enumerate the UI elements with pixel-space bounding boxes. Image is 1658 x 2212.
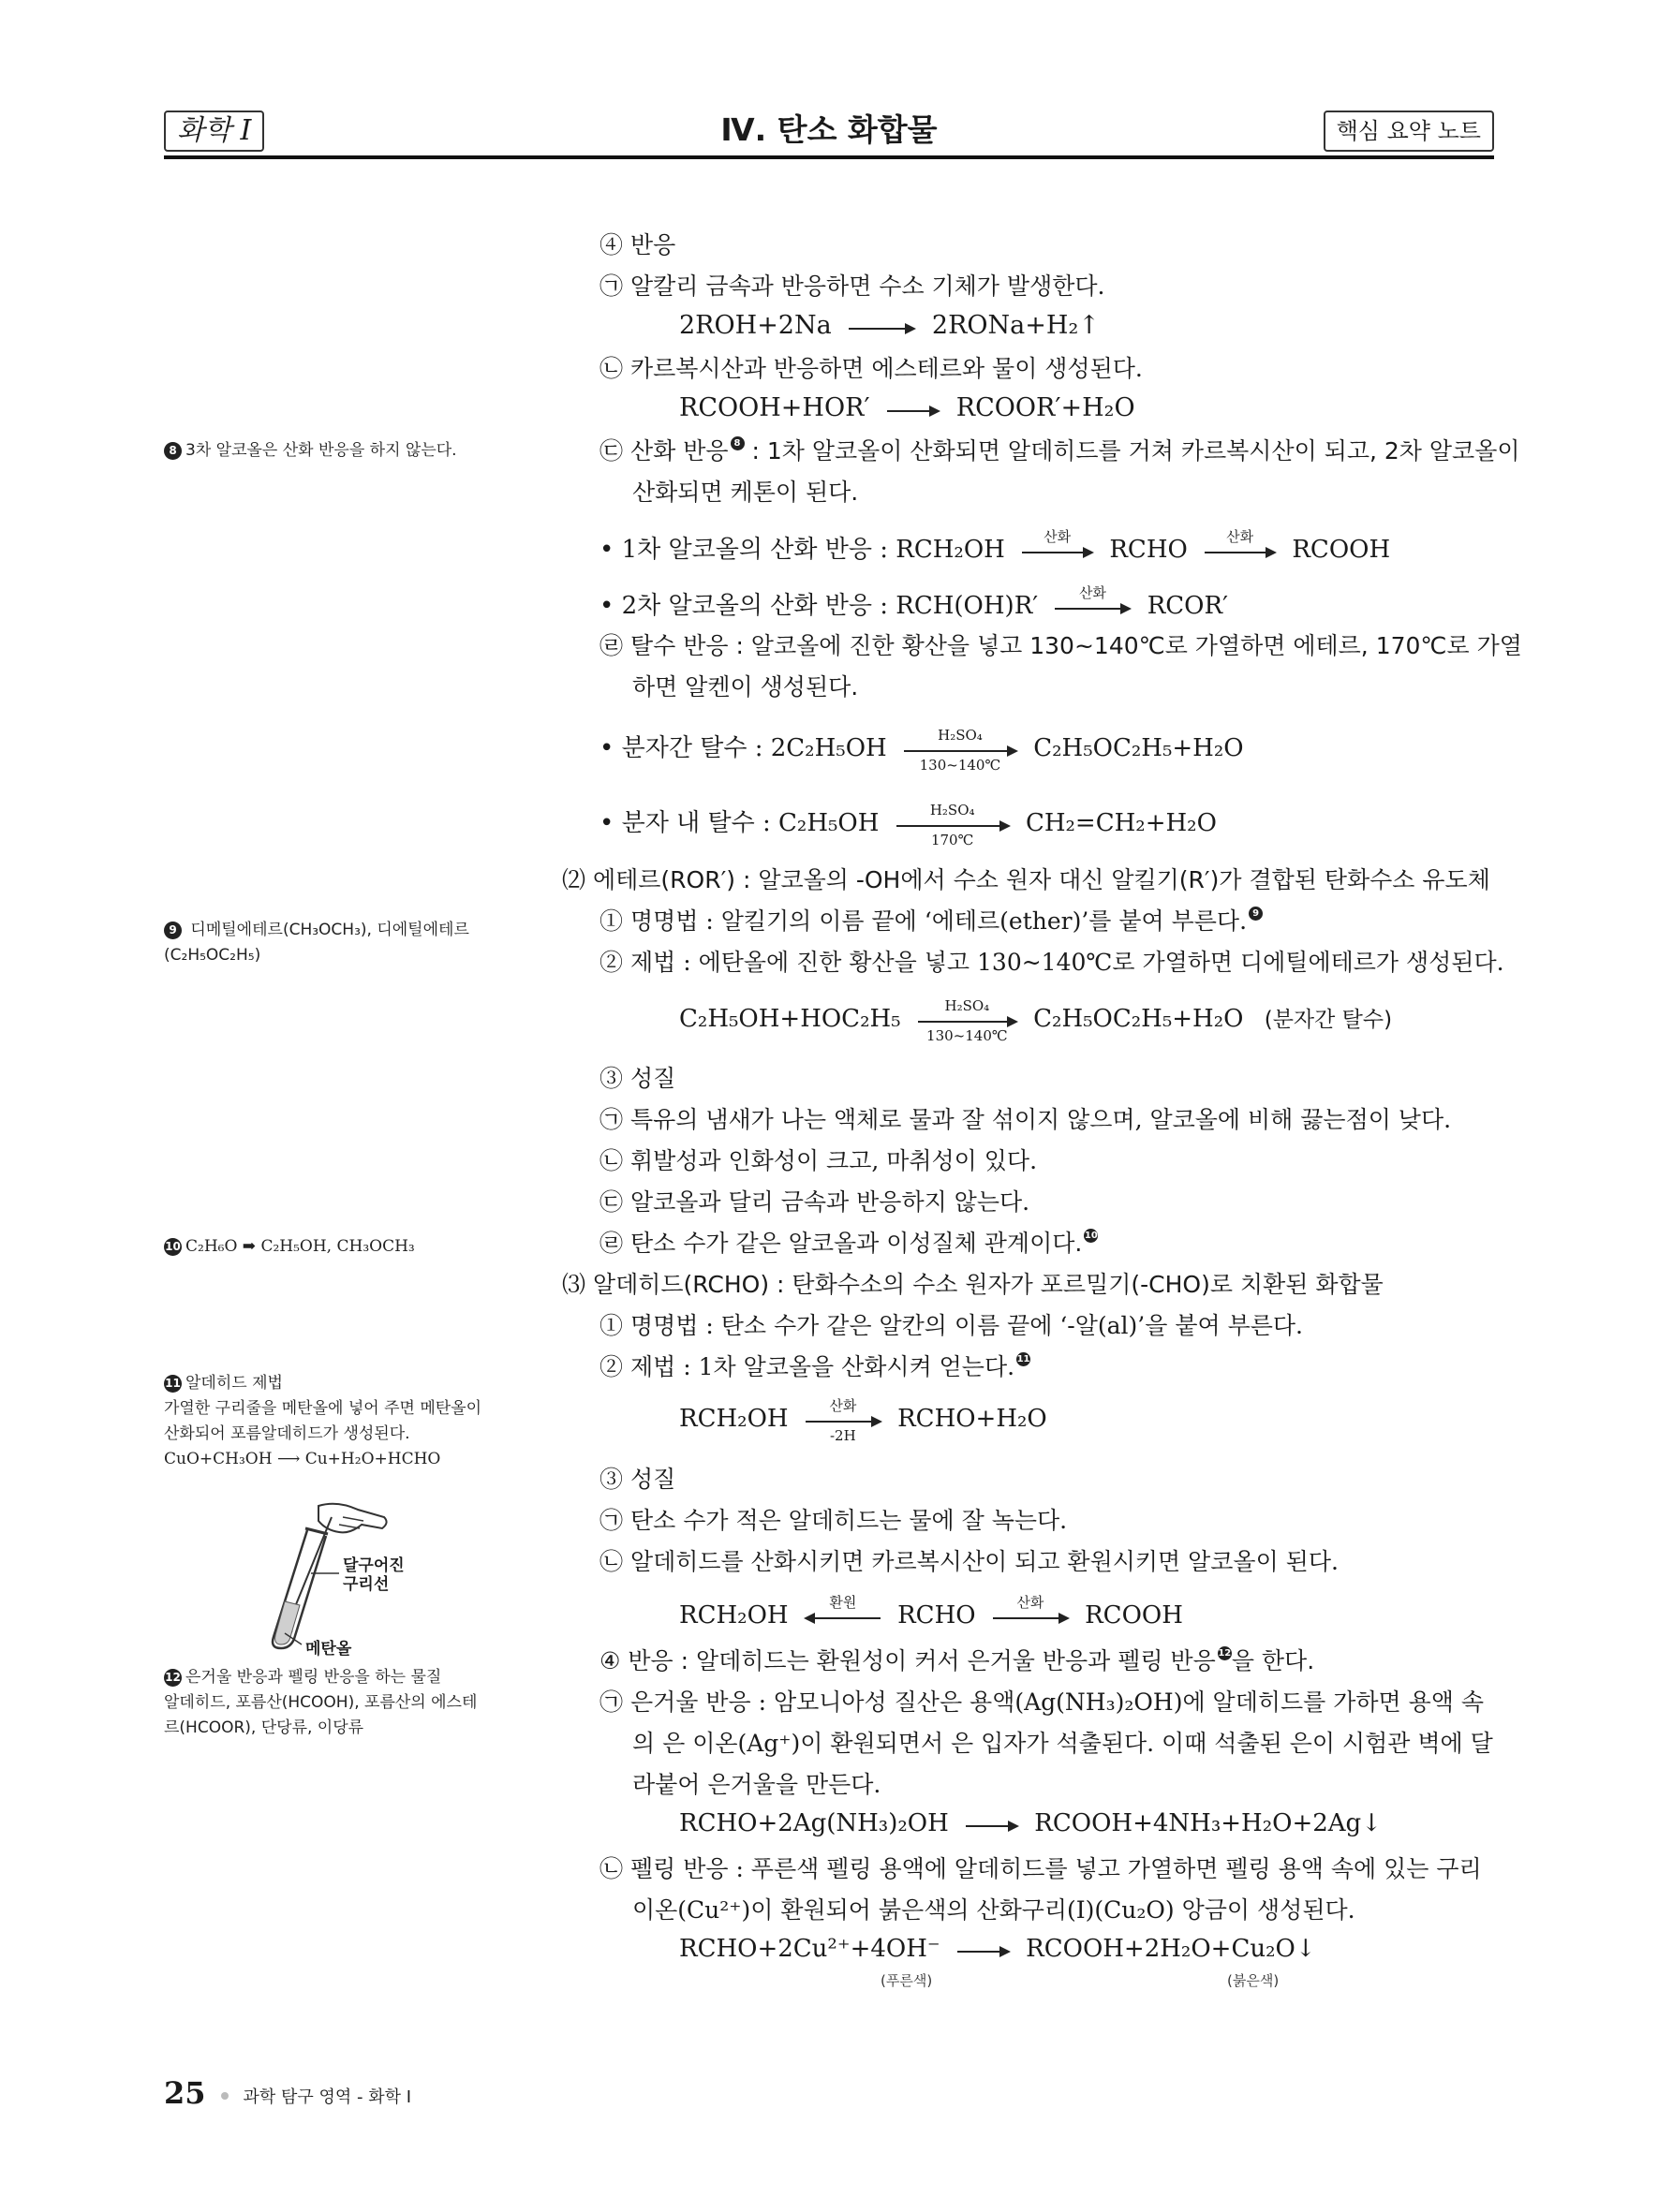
margin-note-9	[164, 918, 511, 968]
equation-left: RCH₂OH	[679, 1601, 789, 1630]
body-line: ㉠ 알칼리 금속과 반응하면 수소 기체가 발생한다.	[600, 273, 1105, 300]
page-footer	[164, 2075, 411, 2111]
equation-right: C₂H₅OC₂H₅+H₂O	[1033, 1005, 1244, 1033]
equation-mid: RCHO	[897, 1601, 976, 1630]
footer-text: 과학 탐구 영역 - 화학 Ⅰ	[243, 2087, 412, 2107]
body-line: 라붙어 은거울을 만든다.	[632, 1771, 881, 1798]
body-line: 산화되면 케톤이 된다.	[632, 479, 859, 506]
body-line: ㉣ 탈수 반응 : 알코올에 진한 황산을 넣고 130~140℃로 가열하면 에테르, 170℃로 가열	[600, 632, 1522, 659]
body-line: ㉡ 펠링 반응 : 푸른색 펠링 용액에 알데히드를 넣고 가열하면 펠링 용액 속에 있는 구리	[600, 1855, 1482, 1882]
note-number-badge: 12	[164, 1669, 182, 1687]
reaction-arrow	[957, 1949, 1009, 1951]
reaction-arrow: 산화	[1022, 550, 1092, 552]
equation-right: RCOOH+2H₂O+Cu₂O↓	[1026, 1935, 1316, 1963]
body-line: ㉢ 산화 반응 8 : 1차 알코올이 산화되면 알데히드를 거쳐 카르복시산이 되고, 2차 알코올이	[600, 437, 1520, 465]
equation-left: 2ROH+2Na	[679, 311, 832, 340]
reaction-arrow: 산화 -2H	[806, 1419, 881, 1421]
figure-label-methanol: 메탄올	[305, 1640, 352, 1659]
subject-label: 화학 Ⅰ	[164, 111, 264, 152]
page-number: 25	[164, 2075, 206, 2111]
equation-right: RCHO+H₂O	[897, 1405, 1047, 1433]
equation-right: C₂H₅OC₂H₅+H₂O	[1033, 734, 1244, 762]
footer-dot	[221, 2092, 229, 2100]
bullet-label: • 분자간 탈수 : 2C₂H₅OH	[600, 734, 887, 762]
item-heading: ③ 성질	[600, 1065, 676, 1092]
bullet-equation	[600, 513, 1499, 571]
reaction-arrow	[849, 326, 914, 328]
equation-right: RCOOR′+H₂O	[955, 393, 1135, 422]
bullet-label: • 1차 알코올의 산화 반응 : RCH₂OH	[600, 536, 1005, 564]
bullet-equation	[600, 571, 1499, 626]
equation-right: RCOOH	[1292, 536, 1391, 564]
body-line: 하면 알켄이 생성된다.	[632, 673, 859, 700]
body-line: 의 은 이온(Ag⁺)이 환원되면서 은 입자가 석출된다. 이때 석출된 은이 시험관 벽에 달	[632, 1730, 1493, 1757]
bullet-label: • 2차 알코올의 산화 반응 : RCH(OH)R′	[600, 592, 1039, 620]
note-number-badge: 11	[164, 1375, 182, 1393]
item-heading: ③ 성질	[600, 1466, 676, 1493]
bullet-label: • 분자 내 탈수 : C₂H₅OH	[600, 809, 880, 837]
body-line: ㉢ 알코올과 달리 금속과 반응하지 않는다.	[600, 1188, 1030, 1216]
reaction-arrow: 산화	[1055, 606, 1130, 608]
body-line: ㉡ 휘발성과 인화성이 크고, 마취성이 있다.	[600, 1147, 1038, 1174]
reaction-arrow: 환원	[806, 1615, 881, 1617]
note-type-label: 핵심 요약 노트	[1324, 111, 1494, 152]
body-line: ① 명명법 : 탄소 수가 같은 알칸의 이름 끝에 ‘-알(al)’을 붙여 부른다.	[600, 1312, 1303, 1339]
body-line: ② 제법 : 에탄올에 진한 황산을 넣고 130~140℃로 가열하면 디에틸에테르가 생성된다.	[600, 949, 1504, 976]
header-divider	[164, 155, 1494, 159]
equation-left: C₂H₅OH+HOC₂H₅	[679, 1005, 901, 1033]
footnote-marker: 8	[731, 436, 745, 450]
body-line: ㉣ 탄소 수가 같은 알코올과 이성질체 관계이다. 10	[600, 1230, 1098, 1257]
note-number-badge: 10	[164, 1238, 182, 1256]
reaction-arrow: 산화	[1205, 550, 1275, 552]
note-number-badge: 8	[164, 442, 182, 460]
bullet-equation	[600, 708, 1499, 787]
chapter-title: Ⅳ. 탄소 화합물	[720, 111, 938, 148]
note-text: 산화되어 포름알데히드가 생성된다.	[164, 1424, 410, 1443]
body-line: ④ 반응 : 알데히드는 환원성이 커서 은거울 반응과 펠링 반응 12을 한다.	[600, 1647, 1315, 1674]
body-line: ㉠ 탄소 수가 적은 알데히드는 물에 잘 녹는다.	[600, 1507, 1068, 1534]
bullet-equation	[600, 787, 1499, 860]
equation-line	[679, 1806, 1499, 1849]
equation-mid: RCHO	[1109, 536, 1188, 564]
equation-right: RCOOH+4NH₃+H₂O+2Ag↓	[1034, 1809, 1382, 1837]
footnote-marker: 11	[1016, 1354, 1030, 1364]
reaction-arrow: $\frac{\text{H₂SO₄}}{130\sim 140℃}$	[904, 748, 1016, 750]
body-line: ② 제법 : 1차 알코올을 산화시켜 얻는다. 11	[600, 1353, 1030, 1380]
equation-line	[679, 1583, 1499, 1641]
body-line: 이온(Cu²⁺)이 환원되어 붉은색의 산화구리(Ⅰ)(Cu₂O) 앙금이 생성된다.	[632, 1896, 1355, 1924]
reaction-arrow	[966, 1823, 1017, 1825]
equation-line	[679, 1931, 1499, 1997]
note-text: (C₂H₅OC₂H₅)	[164, 946, 261, 965]
note-text: C₂H₆O ➡ C₂H₅OH, CH₃OCH₃	[185, 1237, 415, 1256]
footnote-marker: 12	[1218, 1648, 1232, 1659]
body-line: ㉠ 특유의 냄새가 나는 액체로 물과 잘 섞이지 않으며, 알코올에 비해 끓는점이 낮다.	[600, 1106, 1452, 1133]
reaction-arrow: 산화	[993, 1615, 1068, 1617]
margin-note-12	[164, 1665, 511, 1741]
margin-note-11	[164, 1371, 511, 1472]
note-text: 3차 알코올은 산화 반응을 하지 않는다.	[185, 441, 457, 460]
margin-note-10	[164, 1234, 511, 1260]
body-line: ㉡ 알데히드를 산화시키면 카르복시산이 되고 환원시키면 알코올이 된다.	[600, 1548, 1339, 1575]
equation-left: RCH₂OH	[679, 1405, 789, 1433]
note-equation: CuO+CH₃OH ⟶ Cu+H₂O+HCHO	[164, 1450, 441, 1468]
footnote-marker: 9	[1249, 907, 1263, 921]
margin-note-8	[164, 438, 511, 464]
equation-right: RCOOH	[1085, 1601, 1183, 1630]
body-line: ㉡ 카르복시산과 반응하면 에스테르와 물이 생성된다.	[600, 355, 1143, 382]
reaction-arrow: $\frac{\text{H₂SO₄}}{170℃}$	[896, 823, 1009, 825]
body-line: ㉠ 은거울 반응 : 암모니아성 질산은 용액(Ag(NH₃)₂OH)에 알데히드를 가하면 용액 속	[600, 1688, 1485, 1716]
color-label-red: (붉은색)	[1227, 1972, 1280, 1989]
note-title: 은거울 반응과 펠링 반응을 하는 물질	[185, 1668, 442, 1687]
body-line: ① 명명법 : 알킬기의 이름 끝에 ‘에테르(ether)’를 붙여 부른다. 9	[600, 901, 1499, 942]
equation-note: (분자간 탈수)	[1264, 1008, 1393, 1032]
color-label-blue: (푸른색)	[881, 1972, 933, 1989]
reaction-arrow: $\frac{\text{H₂SO₄}}{130\sim 140℃}$	[918, 1019, 1016, 1021]
reaction-arrow	[887, 408, 939, 410]
note-text: 가열한 구리줄을 메탄올에 넣어 주면 메탄올이	[164, 1399, 482, 1418]
note-text: 르(HCOOR), 단당류, 이당류	[164, 1718, 364, 1737]
note-text: 알데히드, 포름산(HCOOH), 포름산의 에스테	[164, 1693, 478, 1712]
equation-line	[679, 1388, 1499, 1459]
item-heading: ④ 반응	[600, 231, 676, 258]
equation-left: RCHO+2Cu²⁺+4OH⁻	[679, 1935, 940, 1963]
page-header	[164, 109, 1494, 161]
equation-line	[679, 307, 1499, 348]
test-tube-illustration	[253, 1497, 412, 1659]
equation-right: CH₂=CH₂+H₂O	[1025, 809, 1217, 837]
equation-left: RCOOH+HOR′	[679, 393, 870, 422]
equation-left: RCHO+2Ag(NH₃)₂OH	[679, 1809, 949, 1837]
figure-label-copper-wire: 달구어진 구리선	[343, 1556, 405, 1594]
main-content	[562, 225, 1522, 1997]
section-heading-aldehyde: ⑶ 알데히드(RCHO) : 탄화수소의 수소 원자가 포르밀기(-CHO)로 치환된 화합물	[562, 1271, 1384, 1298]
note-number-badge: 9	[164, 922, 182, 939]
equation-line	[679, 983, 1499, 1058]
equation-right: RCOR′	[1147, 592, 1228, 620]
equation-right: 2RONa+H₂↑	[931, 311, 1100, 340]
footnote-marker: 10	[1084, 1231, 1098, 1241]
section-heading-ether: ⑵ 에테르(ROR′) : 알코올의 -OH에서 수소 원자 대신 알킬기(R′)가 결합된 탄화수소 유도체	[562, 866, 1490, 893]
note-title: 알데히드 제법	[185, 1374, 283, 1393]
note-text: 디메틸에테르(CH₃OCH₃), 디에틸에테르	[190, 921, 469, 939]
equation-line	[679, 390, 1499, 431]
